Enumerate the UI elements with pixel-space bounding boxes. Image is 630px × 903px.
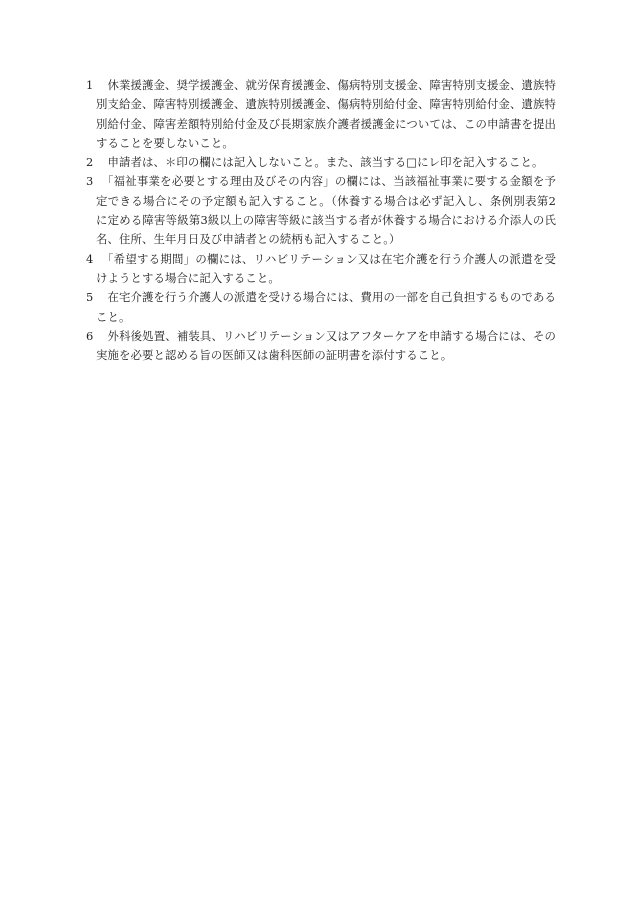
note-text: 「福祉事業を必要とする理由及びその内容」の欄には、当該福祉事業に要する金額を予定できる場合にその予定額も記入すること。（休養する場合は必ず記入し、条例別表第2に定める障害等級第3級以上の障害等級に該当する者が休養する場合における介添人の氏名、住所、生年月日及び申請者との続柄も記入すること。） (96, 174, 556, 247)
note-item (86, 288, 556, 327)
note-number: 4 (86, 251, 94, 266)
note-item (86, 327, 556, 366)
note-text: 休業援護金、奨学援護金、就労保育援護金、傷病特別支援金、障害特別支援金、遺族特別支給金、障害特別援護金、遺族特別援護金、傷病特別給付金、障害特別給付金、遺族特別給付金、障害差額特別給付金及び長期家族介護者援護金については、この申請書を提出することを要しないこと。 (96, 78, 556, 150)
note-text: 申請者は、＊印の欄には記入しないこと。また、該当する□にレ印を記入すること。 (96, 155, 544, 170)
notes-list (86, 76, 556, 365)
note-number: 1 (86, 78, 94, 92)
note-text: 外科後処置、補装具、リハビリテーション又はアフターケアを申請する場合には、その実施を必要と認める旨の医師又は歯科医師の証明書を添付すること。 (96, 328, 556, 363)
note-item (86, 172, 556, 249)
note-text: 「希望する期間」の欄には、リハビリテーション又は在宅介護を行う介護人の派遣を受けようとする場合に記入すること。 (96, 251, 556, 285)
note-item (86, 250, 556, 289)
note-number: 5 (86, 290, 94, 305)
note-number: 6 (86, 328, 94, 343)
note-item (86, 76, 556, 153)
note-text: 在宅介護を行う介護人の派遣を受ける場合には、費用の一部を自己負担するものであること。 (96, 290, 556, 324)
note-number: 2 (86, 155, 94, 170)
note-item (86, 153, 556, 172)
note-number: 3 (86, 174, 94, 189)
